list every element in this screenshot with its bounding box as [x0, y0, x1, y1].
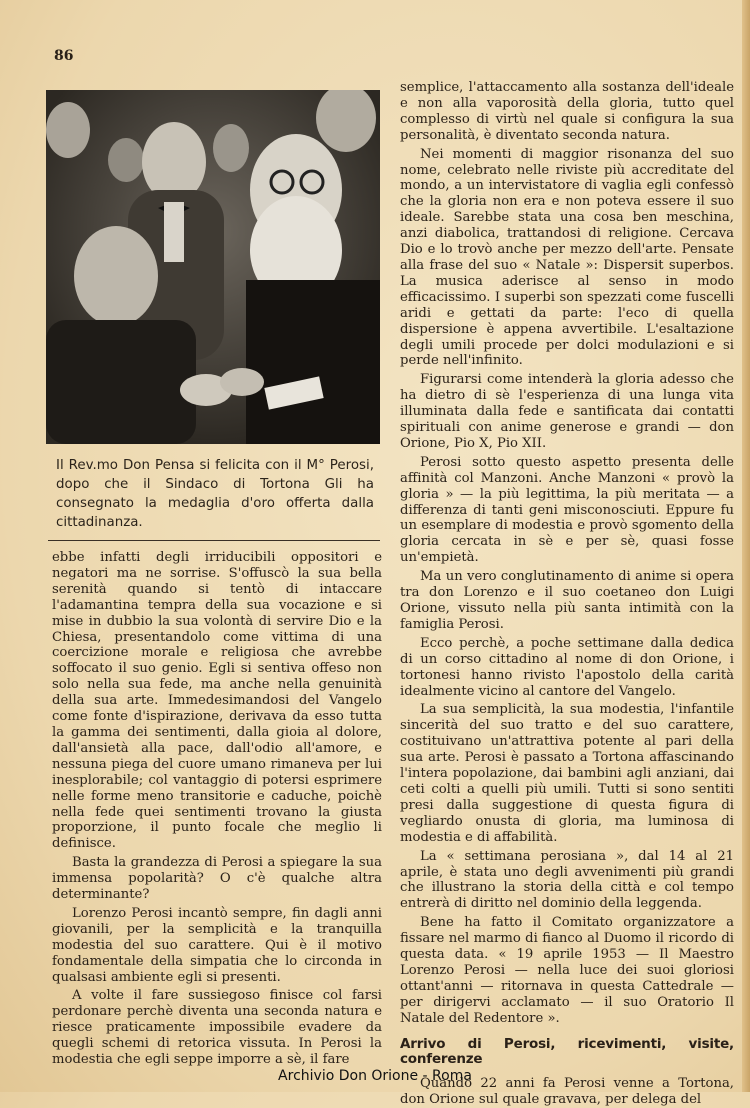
paragraph: La sua semplicità, la sua modestia, l'infantile sincerità del suo tratto e del suo carattere, costituivano un'attrattiva potente al pari della sua arte. Perosi è passato a Tortona affascinando l'intera popolazione, dai bambini agli anziani, dai ceti colti a quelli più umili. Tutti si sono sentiti presi dalla suggestione di questa figura di vegliardo onusta di gloria, ma luminosa di modestia e di affabilità.	[400, 702, 734, 845]
page-number: 86	[54, 48, 74, 64]
paragraph: Bene ha fatto il Comitato organizzatore a fissare nel marmo di fianco al Duomo il ricordo di questa data. « 19 aprile 1953 — Il Maestro Lorenzo Perosi — nella luce dei suoi gloriosi ottant'anni — ritornava in questa Cattedrale — per dirigervi acclamato — il suo Oratorio Il Natale del Redentore ».	[400, 915, 734, 1026]
archive-footer: Archivio Don Orione - Roma	[278, 1068, 472, 1084]
right-column	[400, 80, 734, 1108]
caption-divider	[48, 540, 380, 541]
paragraph: Perosi sotto questo aspetto presenta delle affinità col Manzoni. Anche Manzoni « provò la gloria » — la più legittima, la più meritata — a differenza di tanti geni misconosciuti. Eppure fu un esemplare di modestia e provò sgomento della gloria cercata in sè e per sè, quasi fosse un'empietà.	[400, 454, 734, 566]
section-heading: Arrivo di Perosi, ricevimenti, visite, conferenze	[400, 1035, 734, 1068]
photograph	[46, 90, 380, 444]
paragraph: Nei momenti di maggior risonanza del suo nome, celebrato nelle riviste più accreditate del mondo, a un intervistatore di vaglia egli confessò che la gloria non era e non poteva essere il suo ideale. Sarebbe stata una cosa ben meschina, anzi diabolica, trattandosi di religione. Cercava Dio e lo trovò anche per mezzo dell'arte. Pensate alla frase del suo « Natale »: Dispersit superbos. La musica aderisce al senso in modo efficacissimo. I superbi son spezzati come fuscelli aridi e gettati da parte: l'eco di quella dispersione è appena avvertibile. L'esaltazione degli umili procede per dolci modulazioni e si perde nell'infinito.	[400, 146, 734, 369]
paragraph: Lorenzo Perosi incantò sempre, fin dagli anni giovanili, per la semplicità e la tranquilla modestia del suo carattere. Qui è il motivo fondamentale della simpatia che lo circonda in qualsasi ambiente egli si presenti.	[52, 905, 382, 985]
photo-caption: Il Rev.mo Don Pensa si felicita con il M° Perosi, dopo che il Sindaco di Tortona Gli ha consegnato la medaglia d'oro offerta dalla cittadinanza.	[56, 458, 374, 530]
paragraph: Quando 22 anni fa Perosi venne a Tortona, don Orione sul quale gravava, per delega del	[400, 1076, 734, 1108]
paragraph: Ma un vero conglutinamento di anime si opera tra don Lorenzo e il suo coetaneo don Luigi Orione, vissuto nella più santa intimità con la famiglia Perosi.	[400, 569, 734, 632]
paragraph: Ecco perchè, a poche settimane dalla dedica di un corso cittadino al nome di don Orione, i tortonesi hanno rivisto l'apostolo della carità idealmente vicino al cantore del Vangelo.	[400, 635, 734, 699]
paragraph: La « settimana perosiana », dal 14 al 21 aprile, è stata uno degli avvenimenti più grandi che illustrano la storia della città e col tempo entrerà di diritto nel dominio della leggenda.	[400, 848, 734, 912]
paragraph: A volte il fare sussiegoso finisce col farsi perdonare perchè diventa una seconda natura e riesce praticamente impossibile evadere da quegli schemi di retorica vissuta. In Perosi la modestia che egli seppe imporre a sè, il fare	[52, 988, 382, 1068]
paragraph: Figurarsi come intenderà la gloria adesso che ha dietro di sè l'esperienza di una lunga vita illuminata dalla fede e santificata dai contatti spirituali con anime generose e grandi — don Orione, Pio X, Pio XII.	[400, 372, 734, 451]
paragraph: Basta la grandezza di Perosi a spiegare la sua immensa popolarità? O c'è qualche altra determinante?	[52, 855, 382, 903]
photo-illustration	[46, 90, 380, 444]
paragraph: ebbe infatti degli irriducibili oppositori e negatori ma ne sorrise. S'offuscò la sua bella serenità quando si tentò di intaccare l'adamantina tempra della sua vocazione e si mise in dubbio la sua volontà di servire Dio e la Chiesa, presentandolo come vittima di una coercizione morale e religiosa che avrebbe soffocato il suo genio. Egli si sentiva offeso non solo nella sua fede, ma anche nella genuinità della sua arte. Immedesimandosi del Vangelo come fonte d'ispirazione, derivava da esso tutta la gamma dei sentimenti, dalla gioia al dolore, dall'ansietà alla pace, dall'odio all'amore, e nessuna piega del cuore umano rimaneva per lui inesplorabile; col vantaggio di potersi esprimere nelle forme meno transitorie e caduche, poichè nella fede quei sentimenti trovano la giusta proporzione, il punto focale che meglio li definisce.	[52, 550, 382, 852]
page-edge	[742, 0, 750, 1092]
left-column	[52, 550, 382, 1068]
paragraph: semplice, l'attaccamento alla sostanza dell'ideale e non alla vaporosità della gloria, tutto quel complesso di virtù nel quale si configura la sua personalità, è diventato seconda natura.	[400, 80, 734, 143]
